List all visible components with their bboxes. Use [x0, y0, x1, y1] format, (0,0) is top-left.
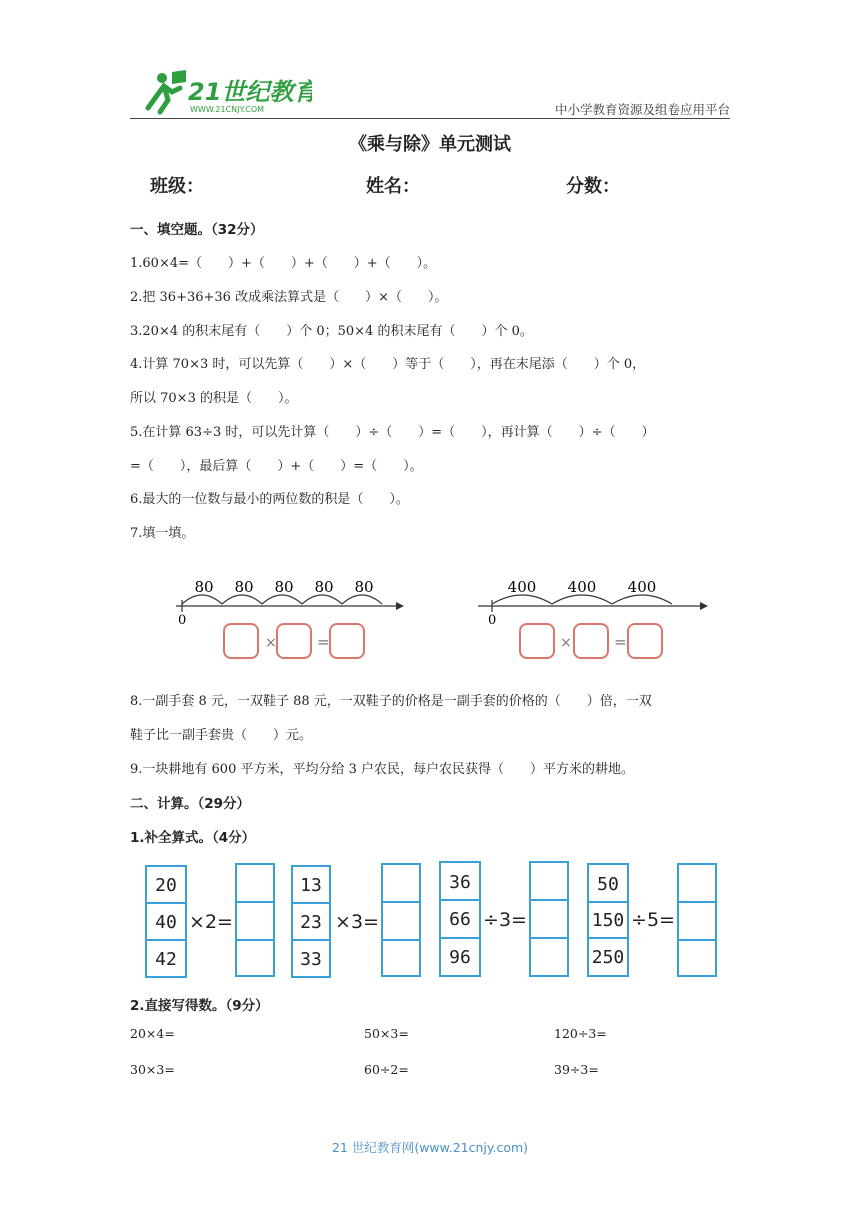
- equation-number: 50: [597, 874, 619, 895]
- header-divider: [130, 118, 730, 119]
- equation-number: 20: [155, 875, 177, 896]
- jump-label: 80: [314, 578, 334, 596]
- arrow-icon: [396, 602, 404, 610]
- question-line: 2.把 36+36+36 改成乘法算式是（ ）×（ ）。: [130, 290, 448, 305]
- arrow-icon: [700, 602, 708, 610]
- equation-number: 150: [591, 910, 625, 931]
- name-label: 姓名：: [366, 176, 420, 197]
- question-line: 8.一副手套 8 元，一双鞋子 88 元，一双鞋子的价格是一副手套的价格的（ ）倍，一双: [130, 694, 652, 709]
- equation-number: 42: [155, 949, 177, 970]
- number-line-figure-2: [478, 572, 718, 666]
- equation-number: 40: [155, 912, 177, 933]
- class-label: 班级：: [150, 176, 204, 197]
- equation-number: 33: [300, 949, 322, 970]
- equation-operator: ×3=: [335, 911, 379, 933]
- answer-box: [330, 624, 364, 658]
- equation-operator: ×2=: [189, 911, 233, 933]
- equation-number: 250: [591, 947, 625, 968]
- score-label: 分数：: [566, 176, 620, 197]
- section-heading: 二、计算。（29分）: [130, 796, 251, 812]
- equals-symbol: =: [317, 633, 330, 651]
- times-symbol: ×: [265, 635, 277, 651]
- oral-calc-item: 30×3=: [130, 1062, 175, 1077]
- sub-heading: 2.直接写得数。（9分）: [130, 998, 269, 1014]
- question-line: 9.一块耕地有 600 平方米，平均分给 3 户农民，每户农民获得（ ）平方米的耕地。: [130, 762, 635, 777]
- jump-label: 400: [627, 578, 657, 596]
- logo-text: 21世纪教育: [188, 78, 312, 106]
- zero-label: 0: [178, 613, 187, 628]
- question-line: 鞋子比一副手套贵（ ）元。: [130, 728, 313, 743]
- oral-calc-item: 60÷2=: [364, 1062, 409, 1077]
- fill-equation-figure: [140, 858, 730, 978]
- equals-symbol: =: [614, 633, 627, 651]
- zero-label: 0: [488, 613, 497, 628]
- equation-number: 36: [449, 872, 471, 893]
- equation-number: 66: [449, 909, 471, 930]
- question-line: =（ ），最后算（ ）+（ ）=（ ）。: [130, 459, 423, 474]
- jump-label: 80: [234, 578, 254, 596]
- question-line: 所以 70×3 的积是（ ）。: [130, 391, 298, 406]
- equation-operator: ÷3=: [483, 909, 527, 931]
- footer-link[interactable]: 21 世纪教育网(www.21cnjy.com): [331, 1140, 529, 1155]
- page-title: 《乘与除》单元测试: [349, 134, 511, 155]
- jump-label: 80: [194, 578, 214, 596]
- equation-operator: ÷5=: [631, 909, 675, 931]
- jump-label: 400: [507, 578, 537, 596]
- section-heading: 一、填空题。（32分）: [130, 222, 264, 238]
- times-symbol: ×: [560, 635, 572, 651]
- question-line: 5.在计算 63÷3 时，可以先计算（ ）÷（ ）=（ ），再计算（ ）÷（ ）: [130, 425, 655, 440]
- question-line: 1.60×4=（ ）+（ ）+（ ）+（ ）。: [130, 256, 437, 271]
- answer-box: [224, 624, 258, 658]
- jump-label: 80: [354, 578, 374, 596]
- number-line-figure-1: [170, 572, 410, 666]
- oral-calc-item: 120÷3=: [554, 1026, 607, 1041]
- answer-box: [520, 624, 554, 658]
- equation-number: 13: [300, 875, 322, 896]
- question-line: 6.最大的一位数与最小的两位数的积是（ ）。: [130, 492, 409, 507]
- jump-label: 400: [567, 578, 597, 596]
- logo: [142, 68, 312, 116]
- equation-number: 23: [300, 912, 322, 933]
- answer-box: [277, 624, 311, 658]
- question-line: 3.20×4 的积末尾有（ ）个 0；50×4 的积末尾有（ ）个 0。: [130, 324, 533, 339]
- oral-calc-item: 20×4=: [130, 1026, 175, 1041]
- question-line: 4.计算 70×3 时，可以先算（ ）×（ ）等于（ ），再在末尾添（ ）个 0，: [130, 357, 646, 372]
- logo-url: WWW.21CNJY.COM: [190, 105, 265, 114]
- answer-box: [628, 624, 662, 658]
- jump-label: 80: [274, 578, 294, 596]
- oral-calc-item: 39÷3=: [554, 1062, 599, 1077]
- question-line: 7.填一填。: [130, 526, 195, 541]
- equation-number: 96: [449, 947, 471, 968]
- answer-box: [574, 624, 608, 658]
- sub-heading: 1.补全算式。（4分）: [130, 830, 256, 846]
- runner-logo-icon: [142, 68, 312, 116]
- oral-calc-item: 50×3=: [364, 1026, 409, 1041]
- platform-label: 中小学教育资源及组卷应用平台: [554, 102, 730, 117]
